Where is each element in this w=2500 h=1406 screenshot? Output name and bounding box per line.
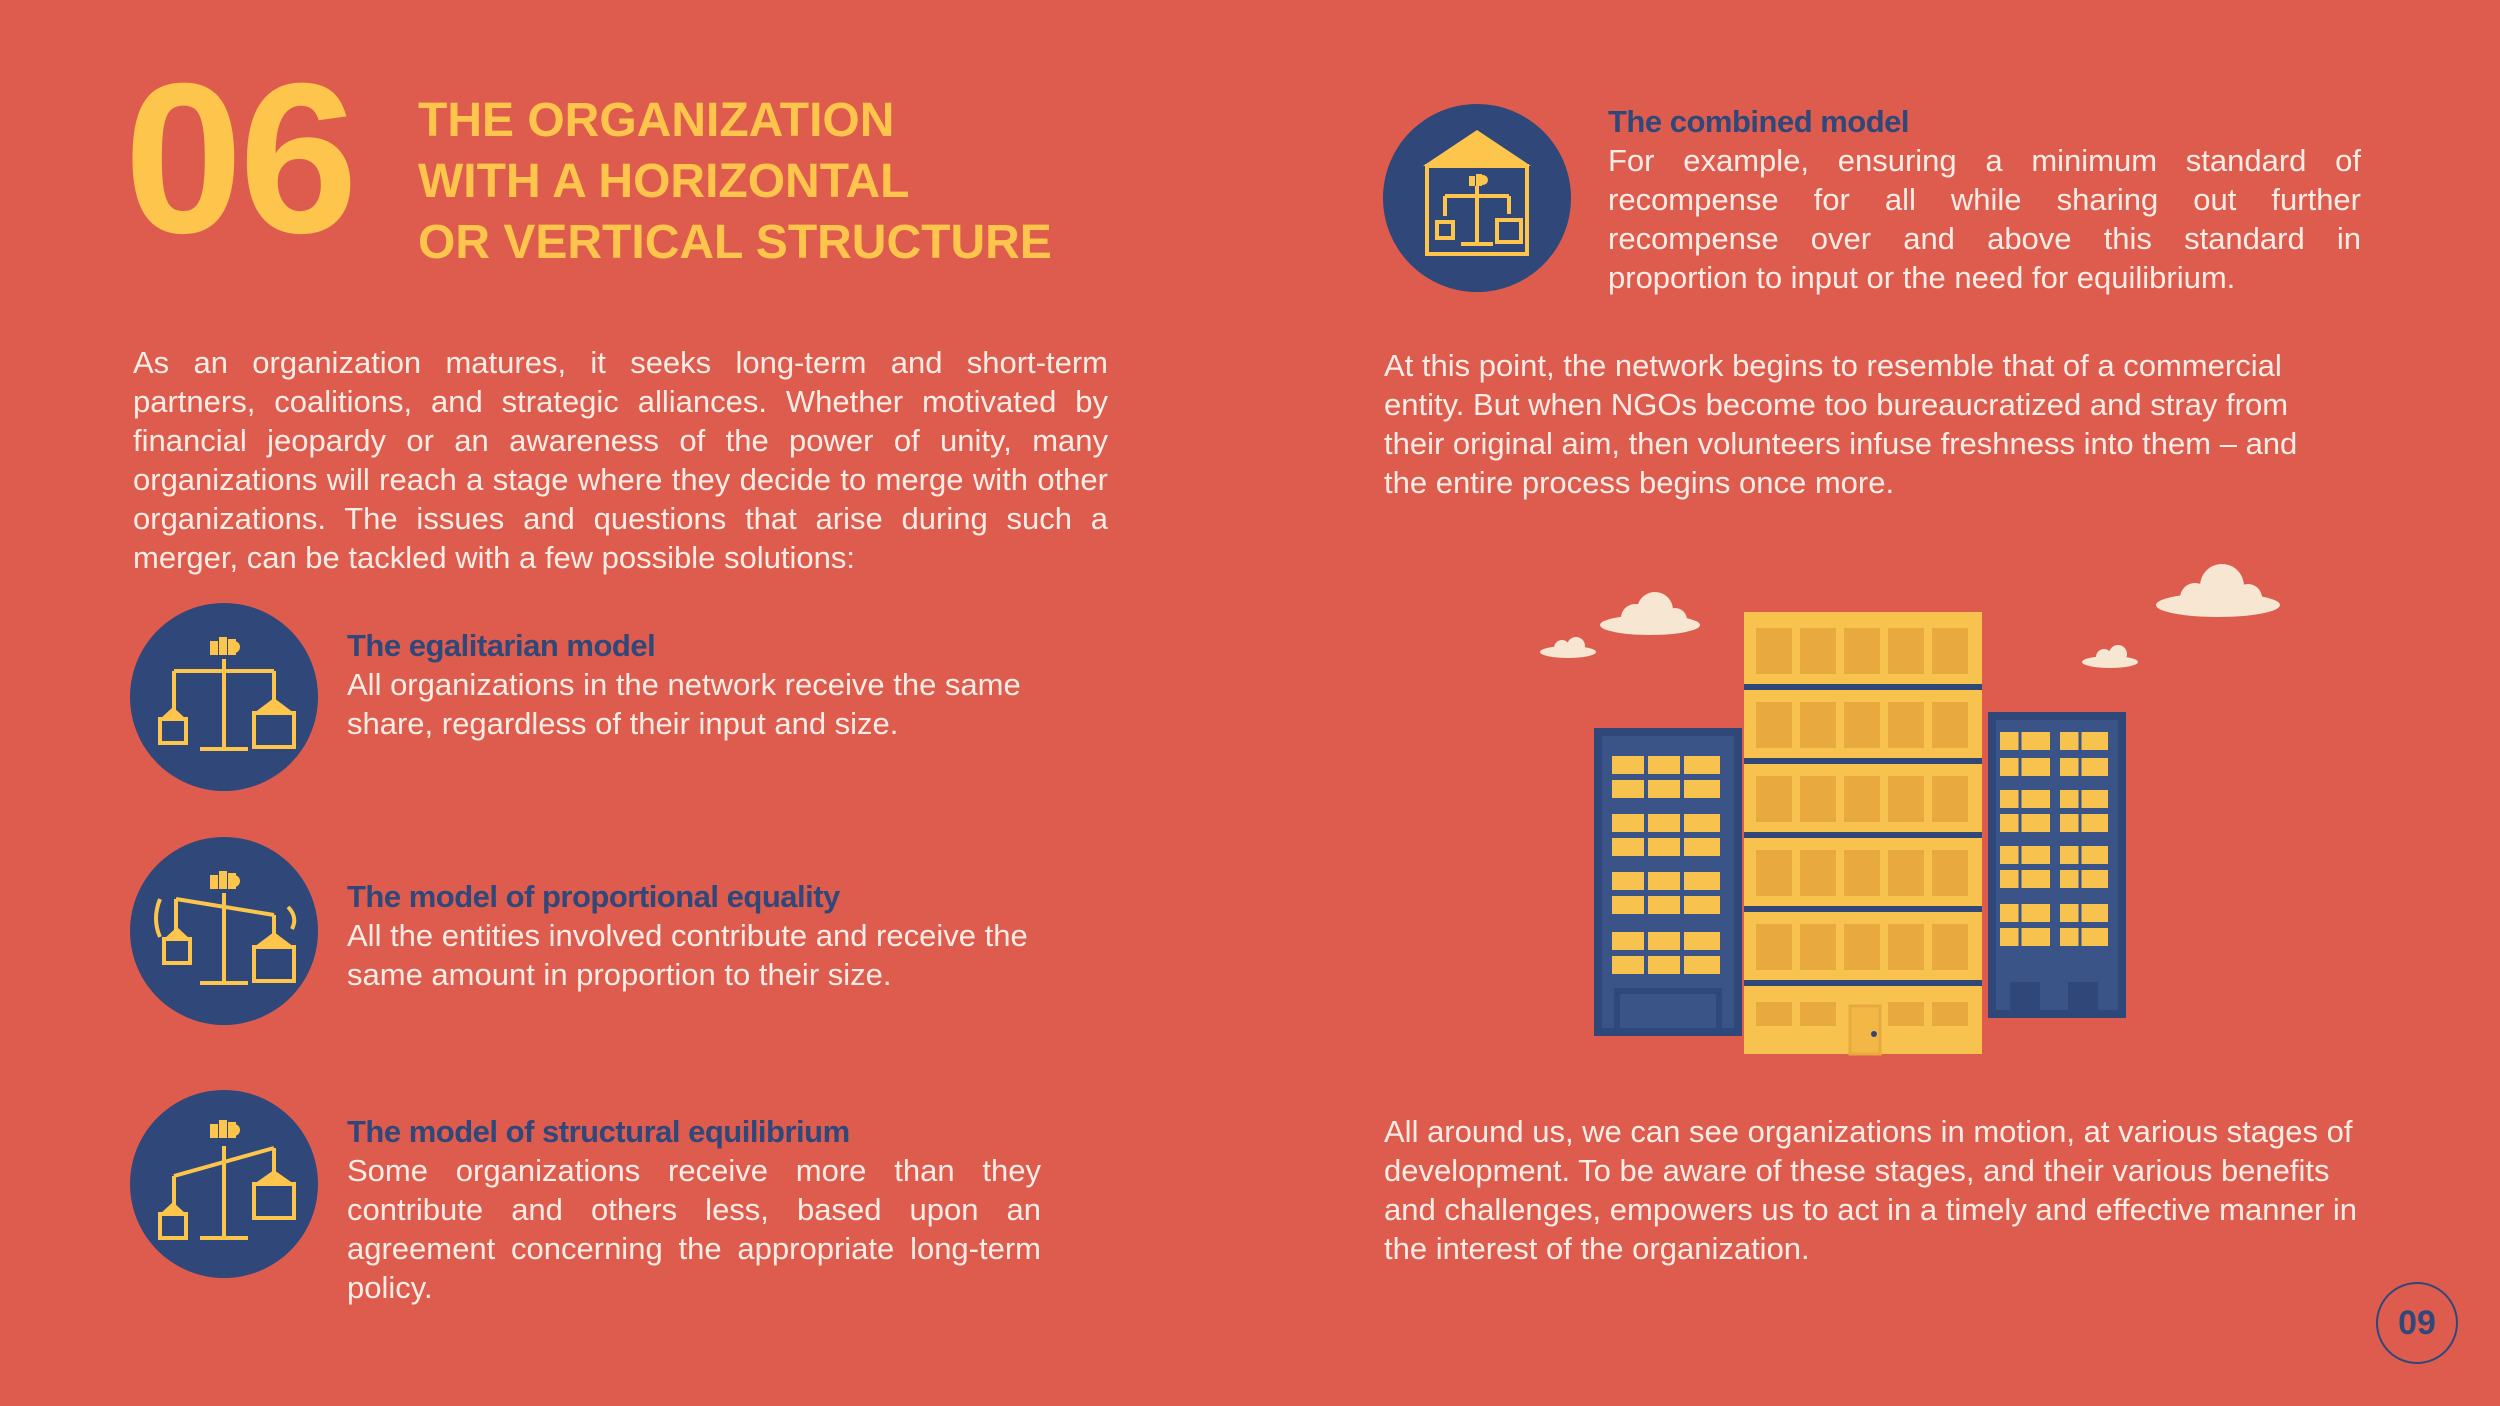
closing-paragraph: All around us, we can see organizations in motion, at various stages of development. To be aware of these stages, and their various benefits and challenges, empowers us to act in a timely and effective manner in the interest of the organization. [1384,1114,2358,1266]
model-structural-equilibrium [347,1112,1041,1307]
cloud-icon [1540,637,1596,658]
model-combined [1608,102,2361,297]
network-paragraph: At this point, the network begins to resemble that of a commercial entity. But when NGOs become too bureaucratized and stray from their original aim, then volunteers infuse freshness into them – and the entire process begins once more. [1384,348,2298,500]
balanced-scale-icon [130,603,318,791]
building-left [1594,728,1742,1036]
unbalanced-scale-icon [130,1090,318,1278]
model-heading: The egalitarian model [347,628,656,663]
model-description: For example, ensuring a minimum standard of recompense for all while sharing out further recompense over and above this standard in proportion to input or the need for equilibrium. [1608,143,2361,295]
model-proportional-equality [347,877,1041,994]
section-title [418,90,1052,273]
cloud-icon [2082,645,2138,668]
title-line-3: OR VERTICAL STRUCTURE [418,216,1052,269]
cloud-icon [2156,564,2280,617]
section-number: 06 [124,39,355,278]
model-heading: The combined model [1608,104,1910,139]
model-description: All the entities involved contribute and receive the same amount in proportion to their size. [347,918,1028,992]
cloud-icon [1600,592,1700,635]
model-description: Some organizations receive more than they contribute and others less, based upon an agreement concerning the appropriate long-term policy. [347,1153,1041,1305]
tilting-scale-icon [130,837,318,1025]
title-line-2: WITH A HORIZONTAL [418,155,910,208]
house-scale-icon [1383,104,1571,292]
page-number: 09 [2376,1282,2458,1364]
model-heading: The model of proportional equality [347,879,840,914]
building-center [1744,612,1982,1054]
model-heading: The model of structural equilibrium [347,1114,850,1149]
building-right [1988,712,2126,1018]
model-egalitarian [347,626,1041,743]
intro-paragraph: As an organization matures, it seeks long-term and short-term partners, coalitions, and strategic alliances. Whether motivated by financial jeopardy or an awareness of the power of unity, many organizations will reach a stage where they decide to merge with other organizations. The issues and questions that arise during such a merger, can be tackled with a few possible solutions: [133,345,1108,575]
title-line-1: THE ORGANIZATION [418,94,895,147]
model-description: All organizations in the network receive the same share, regardless of their input and size. [347,667,1021,741]
buildings-illustration [1520,550,2340,1070]
